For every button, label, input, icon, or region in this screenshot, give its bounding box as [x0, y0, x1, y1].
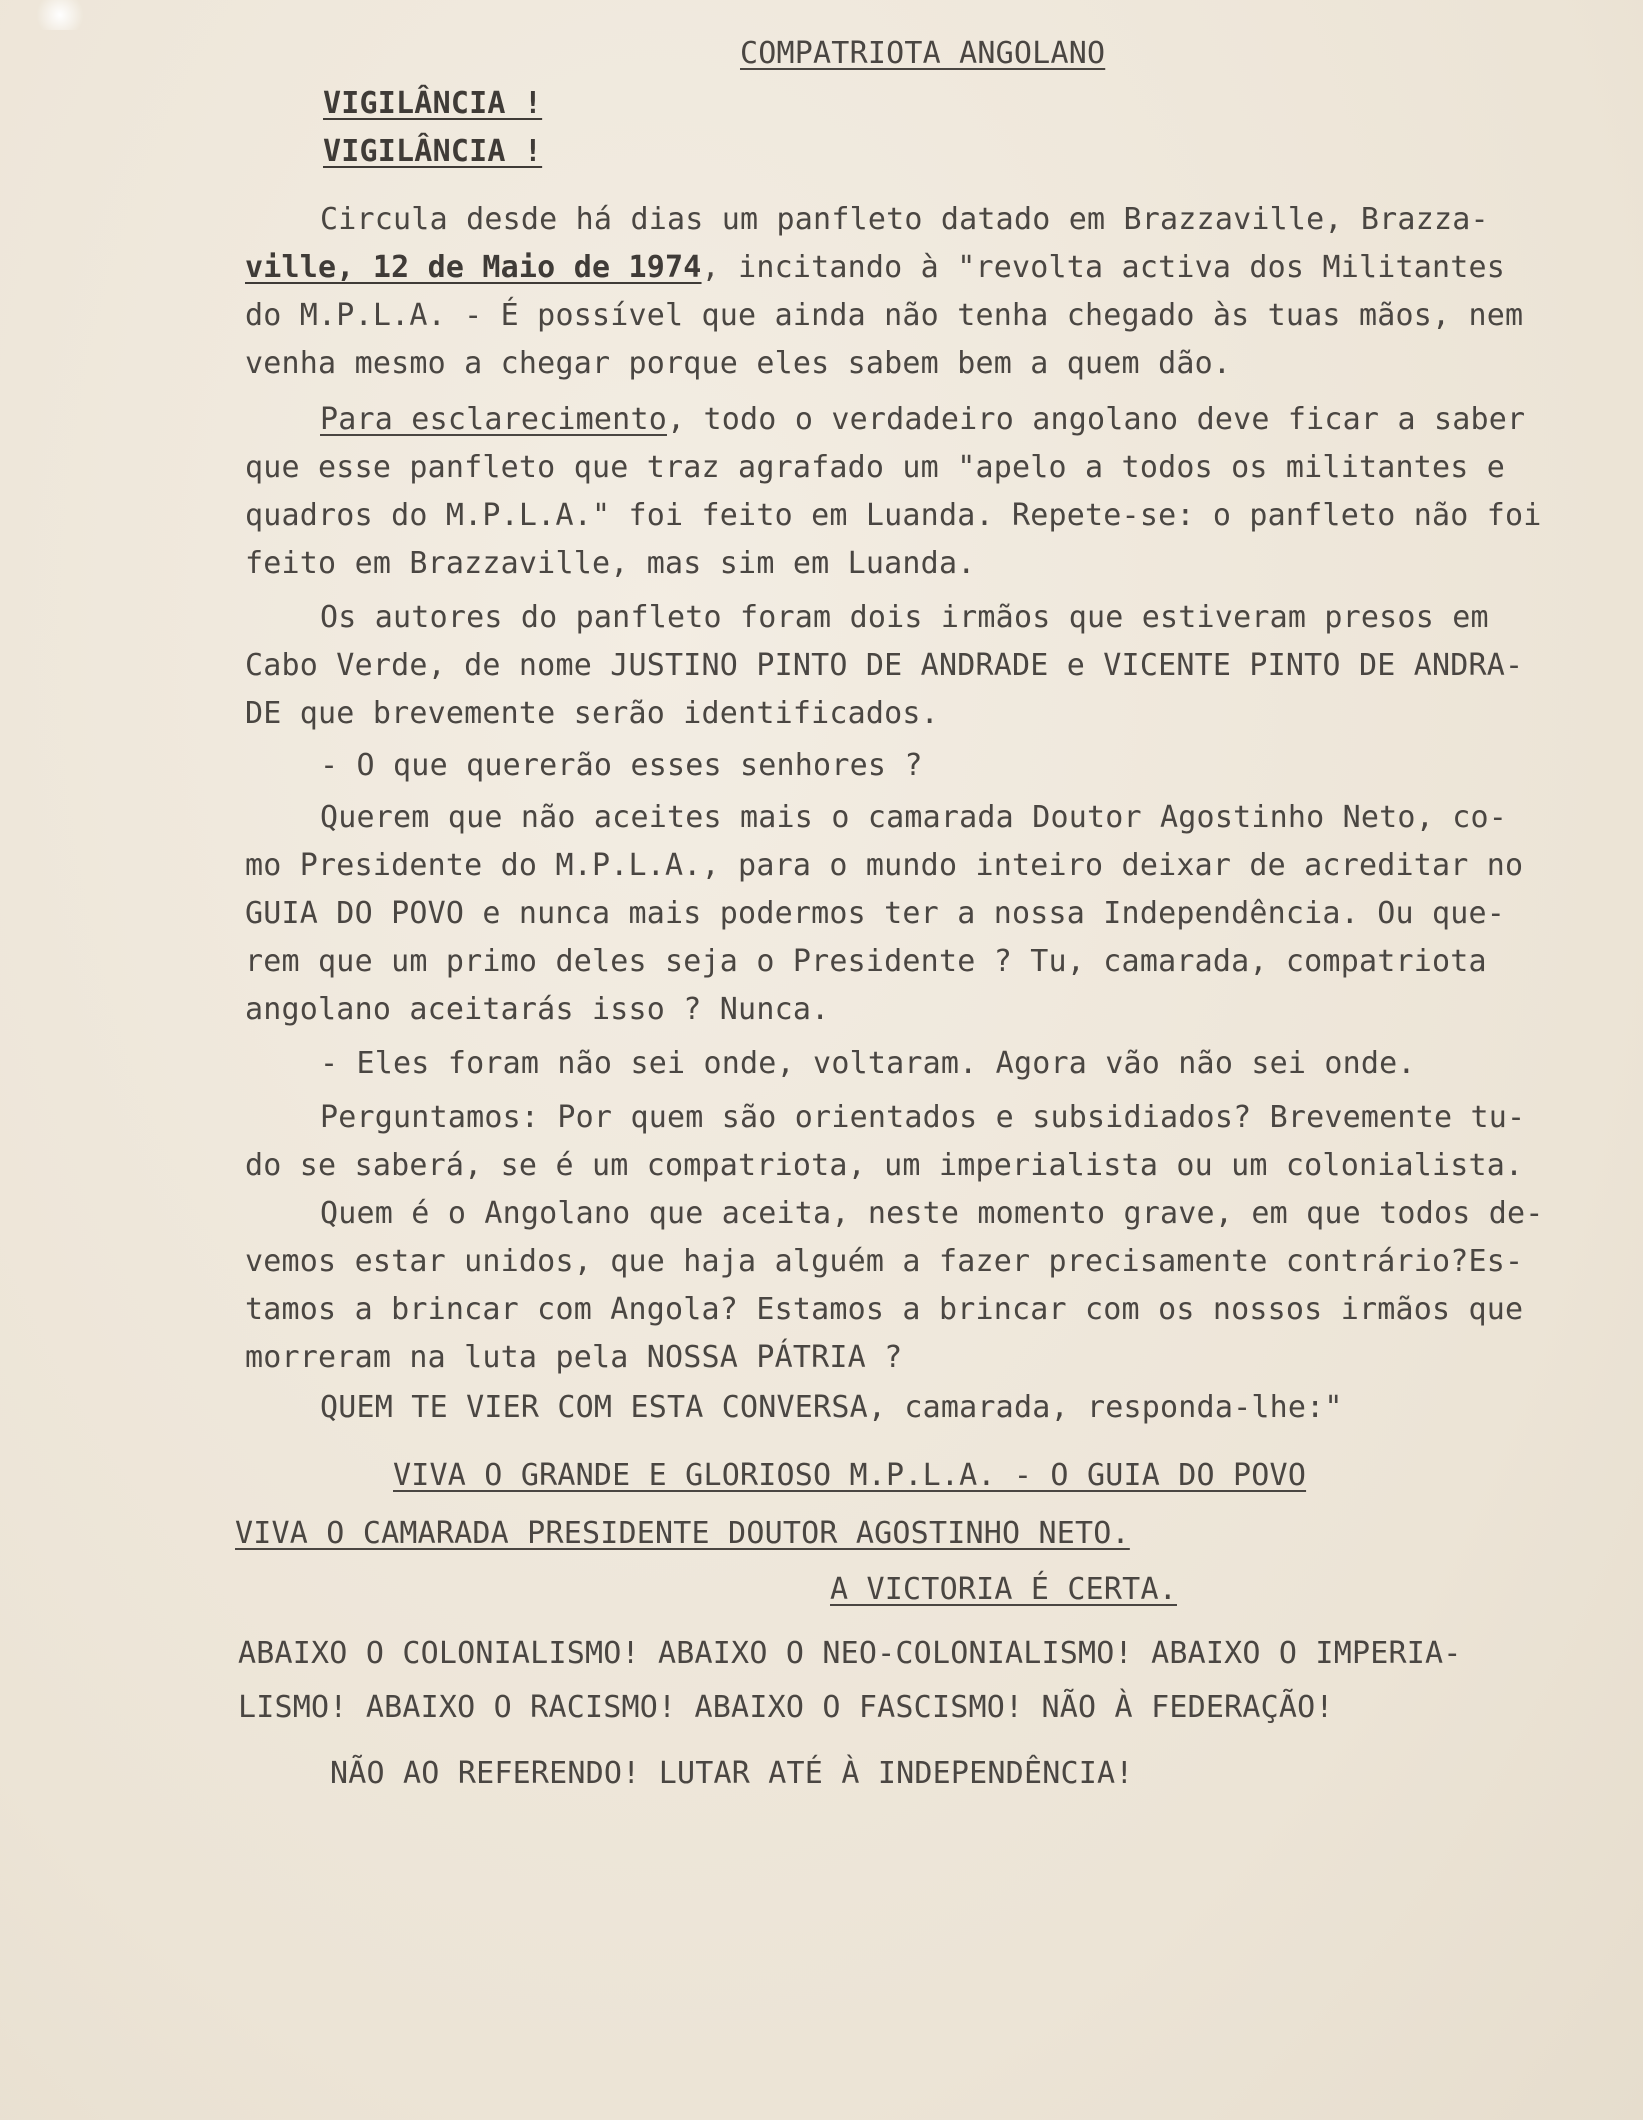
paragraph-2-line-4: feito em Brazzaville, mas sim em Luanda.	[245, 546, 976, 581]
paper-blemish	[30, 0, 90, 30]
esclarecimento-label: Para esclarecimento	[320, 402, 667, 437]
abaixo-line-3: NÃO AO REFERENDO! LUTAR ATÉ À INDEPENDÊNCIA!	[330, 1756, 1134, 1791]
paragraph-8-line-2: vemos estar unidos, que haja alguém a fazer precisamente contrário?Es-	[245, 1244, 1524, 1279]
abaixo-line-1: ABAIXO O COLONIALISMO! ABAIXO O NEO-COLONIALISMO! ABAIXO O IMPERIA-	[238, 1636, 1462, 1671]
heading-vigilancia-1: VIGILÂNCIA !	[323, 86, 543, 121]
paragraph-2-line-3: quadros do M.P.L.A." foi feito em Luanda. Repete-se: o panfleto não foi	[245, 498, 1542, 533]
date-reference: ville, 12 de Maio de 1974	[245, 250, 702, 285]
paragraph-5-line-2: mo Presidente do M.P.L.A., para o mundo inteiro deixar de acreditar no	[245, 848, 1524, 883]
slogan-victoria: A VICTORIA É CERTA.	[830, 1572, 1177, 1607]
paragraph-5-line-3: GUIA DO POVO e nunca mais podermos ter a nossa Independência. Ou que-	[245, 896, 1506, 931]
paragraph-1-line-2	[245, 246, 1505, 290]
paragraph-7-line-2: do se saberá, se é um compatriota, um imperialista ou um colonialista.	[245, 1148, 1524, 1183]
paragraph-3-line-3: DE que brevemente serão identificados.	[245, 696, 939, 731]
paragraph-2-line-1	[320, 398, 1525, 442]
paragraph-4: - O que quererão esses senhores ?	[320, 748, 923, 783]
paragraph-1-line-4: venha mesmo a chegar porque eles sabem bem a quem dão.	[245, 346, 1232, 381]
slogan-viva-presidente: VIVA O CAMARADA PRESIDENTE DOUTOR AGOSTINHO NETO.	[235, 1516, 1130, 1551]
abaixo-line-2: LISMO! ABAIXO O RACISMO! ABAIXO O FASCISMO! NÃO À FEDERAÇÃO!	[238, 1690, 1334, 1725]
paragraph-1-line-3: do M.P.L.A. - É possível que ainda não tenha chegado às tuas mãos, nem	[245, 298, 1524, 333]
slogan-viva-mpla: VIVA O GRANDE E GLORIOSO M.P.L.A. - O GUIA DO POVO	[393, 1458, 1307, 1493]
document-title: COMPATRIOTA ANGOLANO	[740, 36, 1106, 71]
paragraph-8-line-3: tamos a brincar com Angola? Estamos a brincar com os nossos irmãos que	[245, 1292, 1524, 1327]
paragraph-8-line-4: morreram na luta pela NOSSA PÁTRIA ?	[245, 1340, 903, 1375]
heading-vigilancia-2: VIGILÂNCIA !	[323, 134, 543, 169]
paragraph-1-line-1: Circula desde há dias um panfleto datado em Brazzaville, Brazza-	[320, 202, 1489, 237]
paragraph-5-line-5: angolano aceitarás isso ? Nunca.	[245, 992, 830, 1027]
paragraph-3-line-2: Cabo Verde, de nome JUSTINO PINTO DE ANDRADE e VICENTE PINTO DE ANDRA-	[245, 648, 1524, 683]
paragraph-1-line-2-rest: , incitando à "revolta activa dos Militantes	[701, 250, 1506, 285]
paragraph-8-line-1: Quem é o Angolano que aceita, neste momento grave, em que todos de-	[320, 1196, 1544, 1231]
paragraph-5-line-4: rem que um primo deles seja o Presidente ? Tu, camarada, compatriota	[245, 944, 1487, 979]
paragraph-5-line-1: Querem que não aceites mais o camarada Doutor Agostinho Neto, co-	[320, 800, 1507, 835]
paragraph-6: - Eles foram não sei onde, voltaram. Agora vão não sei onde.	[320, 1046, 1416, 1081]
paragraph-9: QUEM TE VIER COM ESTA CONVERSA, camarada, responda-lhe:"	[320, 1390, 1343, 1425]
paragraph-3-line-1: Os autores do panfleto foram dois irmãos que estiveram presos em	[320, 600, 1489, 635]
paragraph-2-line-2: que esse panfleto que traz agrafado um "apelo a todos os militantes e	[245, 450, 1506, 485]
paragraph-2-line-1-rest: , todo o verdadeiro angolano deve ficar a saber	[666, 402, 1526, 437]
paragraph-7-line-1: Perguntamos: Por quem são orientados e subsidiados? Brevemente tu-	[320, 1100, 1526, 1135]
